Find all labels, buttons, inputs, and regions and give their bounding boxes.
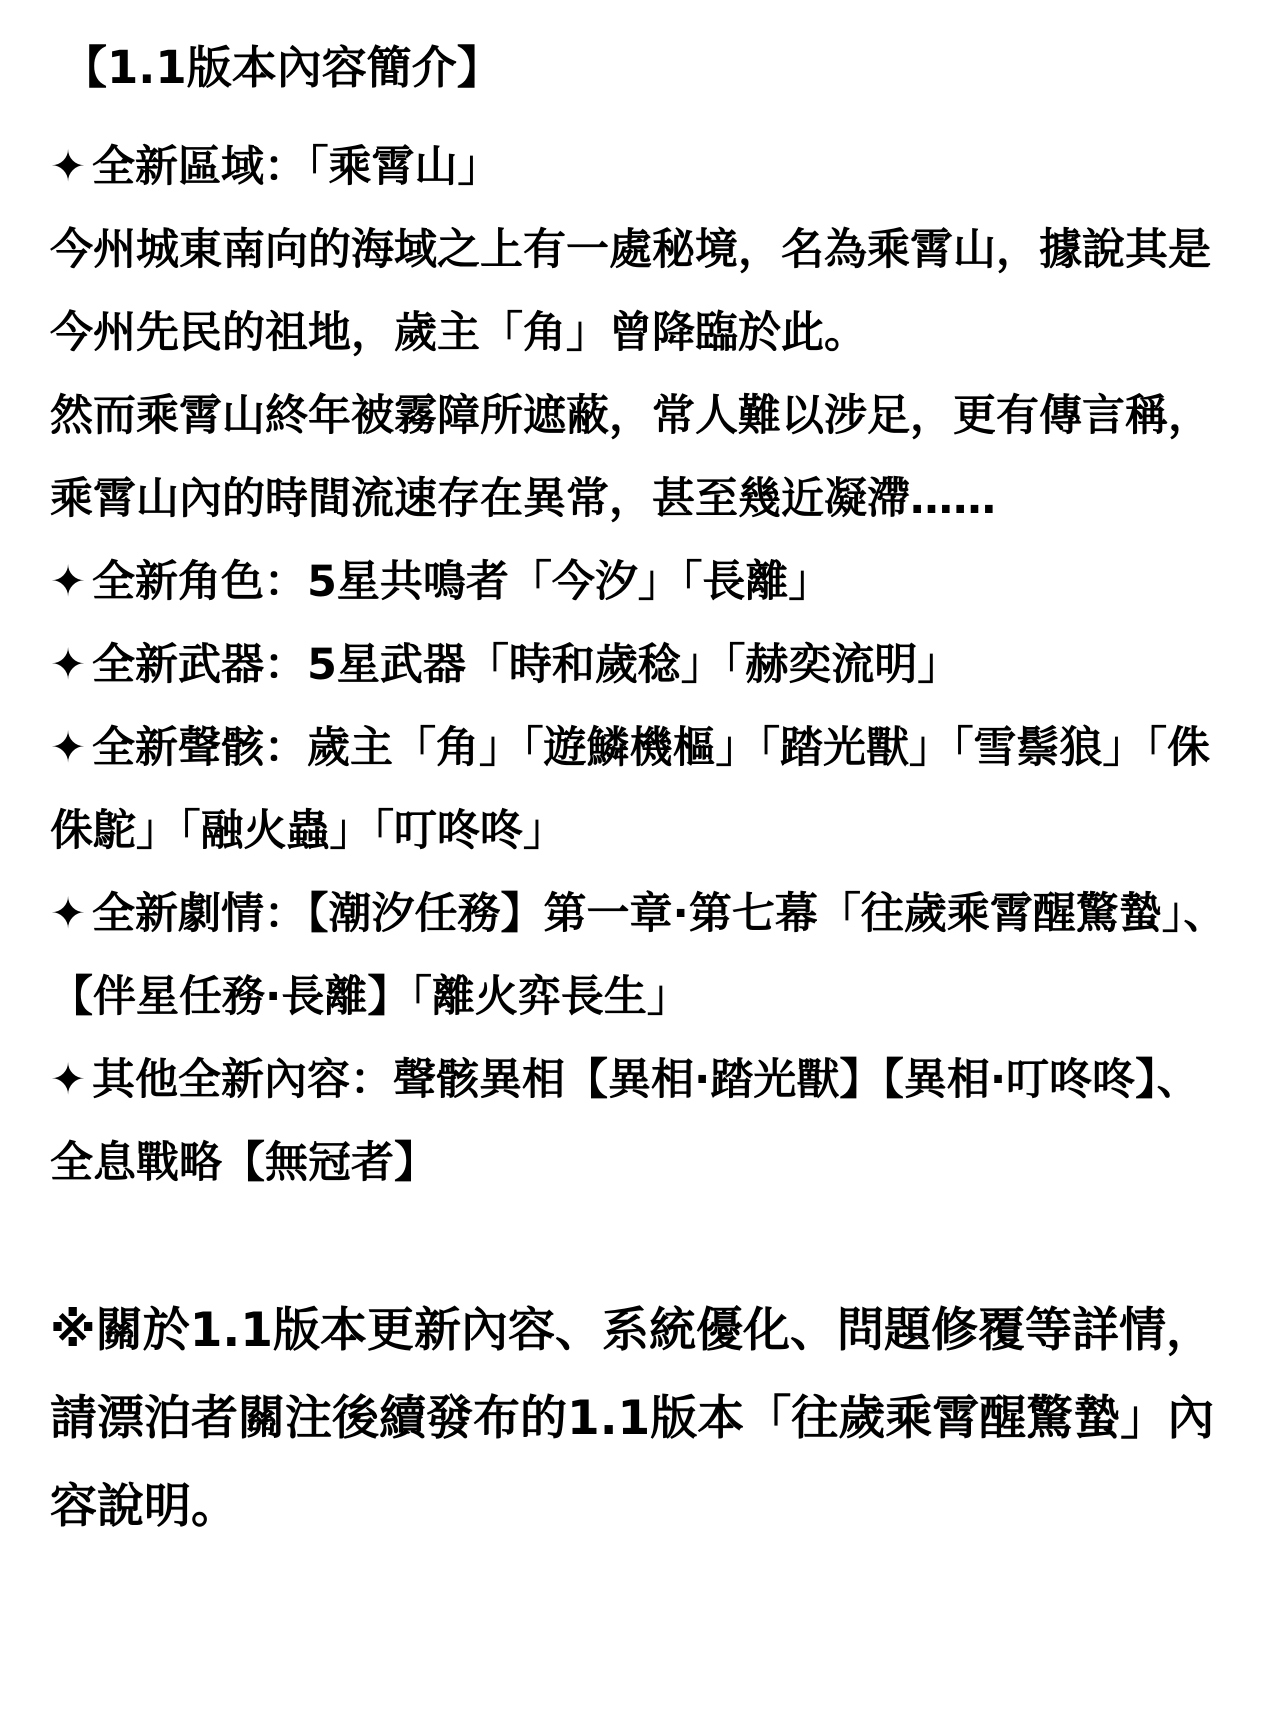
region-description-1: 今州城東南向的海域之上有一處秘境，名為乘霄山，據說其是今州先民的祖地，歲主「角」曾降臨於此。 [50,225,1211,358]
star-icon: ✦ [50,557,87,607]
region-heading-text: 全新區域：「乘霄山」 [92,142,501,192]
weapons-text: 全新武器：5星武器「時和歲稔」「赫奕流明」 [92,640,961,690]
star-icon: ✦ [50,889,87,939]
page-title: 【1.1版本內容簡介】 [62,41,502,94]
weapons-item [50,624,1230,707]
echoes-item [50,707,1230,873]
others-text: 其他全新內容：聲骸異相【異相·踏光獸】【異相·叮咚咚】、全息戰略【無冠者】 [50,1055,1200,1188]
star-icon: ✦ [50,1055,87,1105]
characters-item [50,541,1230,624]
story-text: 全新劇情：【潮汐任務】第一章·第七幕「往歲乘霄醒驚蟄」、【伴星任務·長離】「離火弈長生」 [50,889,1227,1022]
characters-text: 全新角色：5星共鳴者「今汐」「長離」 [92,557,832,607]
star-icon: ✦ [50,142,87,192]
region-description-2: 然而乘霄山終年被霧障所遮蔽，常人難以涉足，更有傳言稱，乘霄山內的時間流速存在異常，甚至幾近凝滯…… [50,391,1211,524]
echoes-text: 全新聲骸：歲主「角」「遊鱗機樞」「踏光獸」「雪鬃狼」「侏侏鴕」「融火蟲」「叮咚咚」 [50,723,1210,856]
region-heading [50,126,1230,209]
star-icon: ✦ [50,723,87,773]
star-icon: ✦ [50,640,87,690]
story-item [50,873,1230,1039]
others-item [50,1039,1230,1205]
announcement [50,42,1230,1551]
footnote: ※關於1.1版本更新內容、系統優化、問題修覆等詳情，請漂泊者關注後續發布的1.1版本「往歲乘霄醒驚蟄」內容說明。 [50,1303,1215,1534]
spacer [50,1205,1230,1287]
